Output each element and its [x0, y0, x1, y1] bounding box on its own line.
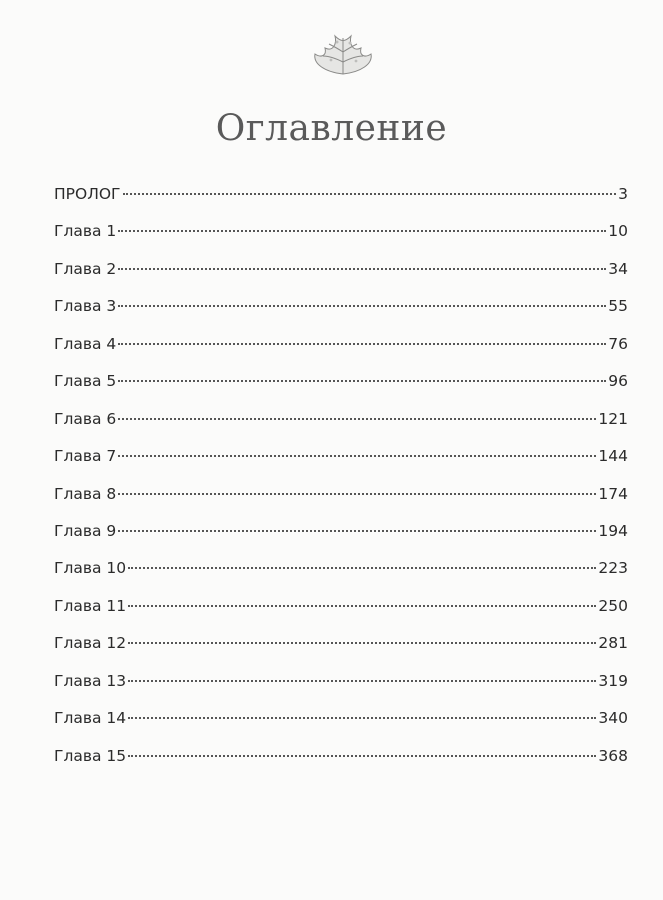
table-of-contents	[54, 176, 628, 775]
toc-entry[interactable]	[54, 176, 628, 213]
toc-entry[interactable]	[54, 513, 628, 550]
toc-entry-label: Глава 3	[54, 297, 117, 316]
toc-entry[interactable]	[54, 700, 628, 737]
toc-entry[interactable]	[54, 326, 628, 363]
toc-entry[interactable]	[54, 738, 628, 775]
toc-entry[interactable]	[54, 251, 628, 288]
toc-entry-page-number: 340	[598, 709, 628, 728]
toc-entry[interactable]	[54, 288, 628, 325]
dot-leader	[118, 268, 606, 270]
dot-leader	[118, 530, 596, 532]
toc-entry-page-number: 3	[618, 185, 628, 203]
toc-entry-page-number: 76	[608, 334, 628, 353]
dot-leader	[118, 493, 596, 495]
toc-entry-page-number: 223	[598, 559, 628, 578]
toc-entry-label: Глава 4	[54, 334, 117, 353]
toc-entry-page-number: 319	[598, 671, 628, 690]
toc-entry-label: Глава 12	[54, 634, 127, 653]
toc-entry-label: Глава 11	[54, 596, 127, 615]
toc-entry[interactable]	[54, 363, 628, 400]
toc-entry-page-number: 281	[598, 634, 628, 653]
toc-entry[interactable]	[54, 588, 628, 625]
toc-entry-page-number: 144	[598, 447, 628, 466]
toc-entry[interactable]	[54, 550, 628, 587]
toc-entry-label: ПРОЛОГ	[54, 185, 121, 203]
toc-entry-page-number: 96	[608, 372, 628, 391]
toc-entry-label: Глава 5	[54, 372, 117, 391]
dot-leader	[128, 642, 596, 644]
dot-leader	[123, 193, 617, 195]
dot-leader	[118, 230, 606, 232]
toc-entry-page-number: 174	[598, 484, 628, 503]
dot-leader	[118, 305, 606, 307]
toc-entry-label: Глава 1	[54, 222, 117, 241]
toc-entry-label: Глава 9	[54, 521, 117, 540]
dot-leader	[128, 755, 596, 757]
toc-entry[interactable]	[54, 476, 628, 513]
toc-entry-label: Глава 2	[54, 259, 117, 278]
dot-leader	[118, 455, 596, 457]
dot-leader	[128, 680, 596, 682]
dot-leader	[118, 380, 606, 382]
toc-entry-page-number: 55	[608, 297, 628, 316]
toc-entry-page-number: 194	[598, 521, 628, 540]
toc-entry[interactable]	[54, 401, 628, 438]
toc-entry-label: Глава 14	[54, 709, 127, 728]
toc-entry-label: Глава 13	[54, 671, 127, 690]
toc-entry-page-number: 121	[598, 409, 628, 428]
dot-leader	[128, 717, 596, 719]
toc-entry[interactable]	[54, 213, 628, 250]
toc-entry-page-number: 368	[598, 746, 628, 765]
dot-leader	[118, 343, 606, 345]
toc-entry-label: Глава 15	[54, 746, 127, 765]
toc-entry-page-number: 34	[608, 259, 628, 278]
dot-leader	[128, 567, 596, 569]
toc-entry-page-number: 10	[608, 222, 628, 241]
toc-entry[interactable]	[54, 663, 628, 700]
toc-entry-page-number: 250	[598, 596, 628, 615]
page-title: Оглавление	[215, 108, 448, 149]
toc-entry-label: Глава 10	[54, 559, 127, 578]
decorative-leaf-ornament-icon	[303, 22, 383, 82]
toc-entry-label: Глава 8	[54, 484, 117, 503]
toc-entry-label: Глава 6	[54, 409, 117, 428]
dot-leader	[128, 605, 596, 607]
toc-entry-label: Глава 7	[54, 447, 117, 466]
dot-leader	[118, 418, 596, 420]
toc-entry[interactable]	[54, 625, 628, 662]
toc-entry[interactable]	[54, 438, 628, 475]
